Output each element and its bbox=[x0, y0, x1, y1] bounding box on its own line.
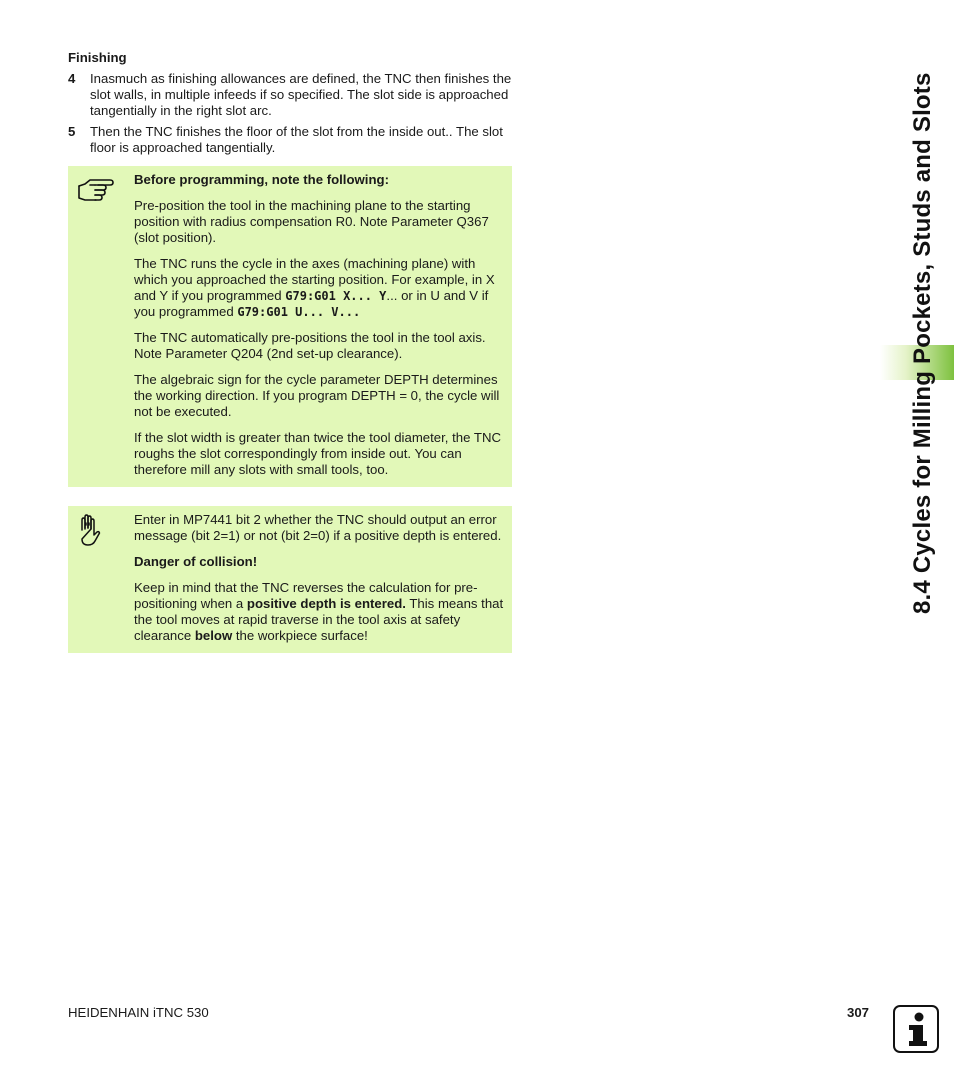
note-text: This means that the tool moves at rapid traverse in the tool axis at safety clearance bbox=[134, 596, 504, 643]
note-box-warning bbox=[68, 506, 512, 653]
footer-product: HEIDENHAIN iTNC 530 bbox=[68, 1005, 209, 1020]
note-title: Danger of collision! bbox=[134, 554, 258, 569]
emphasis-text: below bbox=[194, 628, 233, 643]
raised-hand-warning-icon bbox=[76, 514, 116, 546]
section-heading: Finishing bbox=[68, 50, 127, 65]
note-text: the workpiece surface! bbox=[232, 628, 368, 643]
note-text: ... or in U and V if you programmed bbox=[134, 288, 489, 319]
pointing-hand-icon bbox=[76, 174, 116, 206]
step-item bbox=[68, 71, 512, 119]
page-number: 307 bbox=[847, 1005, 870, 1020]
note-text: The TNC runs the cycle in the axes (machining plane) with which you approached the starting position. For example, in X and Y if you programmed bbox=[134, 256, 495, 303]
note-title: Before programming, note the following: bbox=[134, 172, 389, 187]
note-paragraph: The TNC automatically pre-positions the tool in the tool axis. Note Parameter Q204 (2nd set-up clearance). bbox=[134, 330, 486, 361]
info-icon bbox=[893, 1005, 939, 1053]
note-text: Keep in mind that the TNC reverses the calculation for pre-positioning when a bbox=[134, 580, 478, 611]
emphasis-text: positive depth is entered. bbox=[246, 596, 406, 611]
step-text: Then the TNC finishes the floor of the slot from the inside out.. The slot floor is approached tangentially. bbox=[90, 124, 503, 155]
note-paragraph bbox=[134, 580, 504, 644]
note-paragraph bbox=[134, 256, 504, 320]
note-box-programming bbox=[68, 166, 512, 487]
step-number: 4 bbox=[68, 71, 76, 86]
note-paragraph: If the slot width is greater than twice the tool diameter, the TNC roughs the slot correspondingly from inside out. You can therefore mill any slots with small tools, too. bbox=[134, 430, 501, 477]
code-snippet: G79:G01 X... Y bbox=[285, 289, 387, 303]
note-paragraph: The algebraic sign for the cycle parameter DEPTH determines the working direction. If you program DEPTH = 0, the cycle will not be executed. bbox=[134, 372, 500, 419]
code-snippet: G79:G01 U... V... bbox=[237, 305, 361, 319]
main-content bbox=[68, 50, 512, 653]
note-paragraph: Pre-position the tool in the machining plane to the starting position with radius compensation R0. Note Parameter Q367 (slot position). bbox=[134, 198, 489, 245]
step-text: Inasmuch as finishing allowances are defined, the TNC then finishes the slot walls, in multiple infeeds if so specified. The slot side is approached tangentially in the right slot arc. bbox=[90, 71, 512, 118]
step-item bbox=[68, 124, 512, 156]
chapter-side-title: 8.4 Cycles for Milling Pockets, Studs and Slots bbox=[909, 72, 936, 614]
step-number: 5 bbox=[68, 124, 76, 139]
note-paragraph: Enter in MP7441 bit 2 whether the TNC should output an error message (bit 2=1) or not (bit 2=0) if a positive depth is entered. bbox=[134, 512, 502, 543]
